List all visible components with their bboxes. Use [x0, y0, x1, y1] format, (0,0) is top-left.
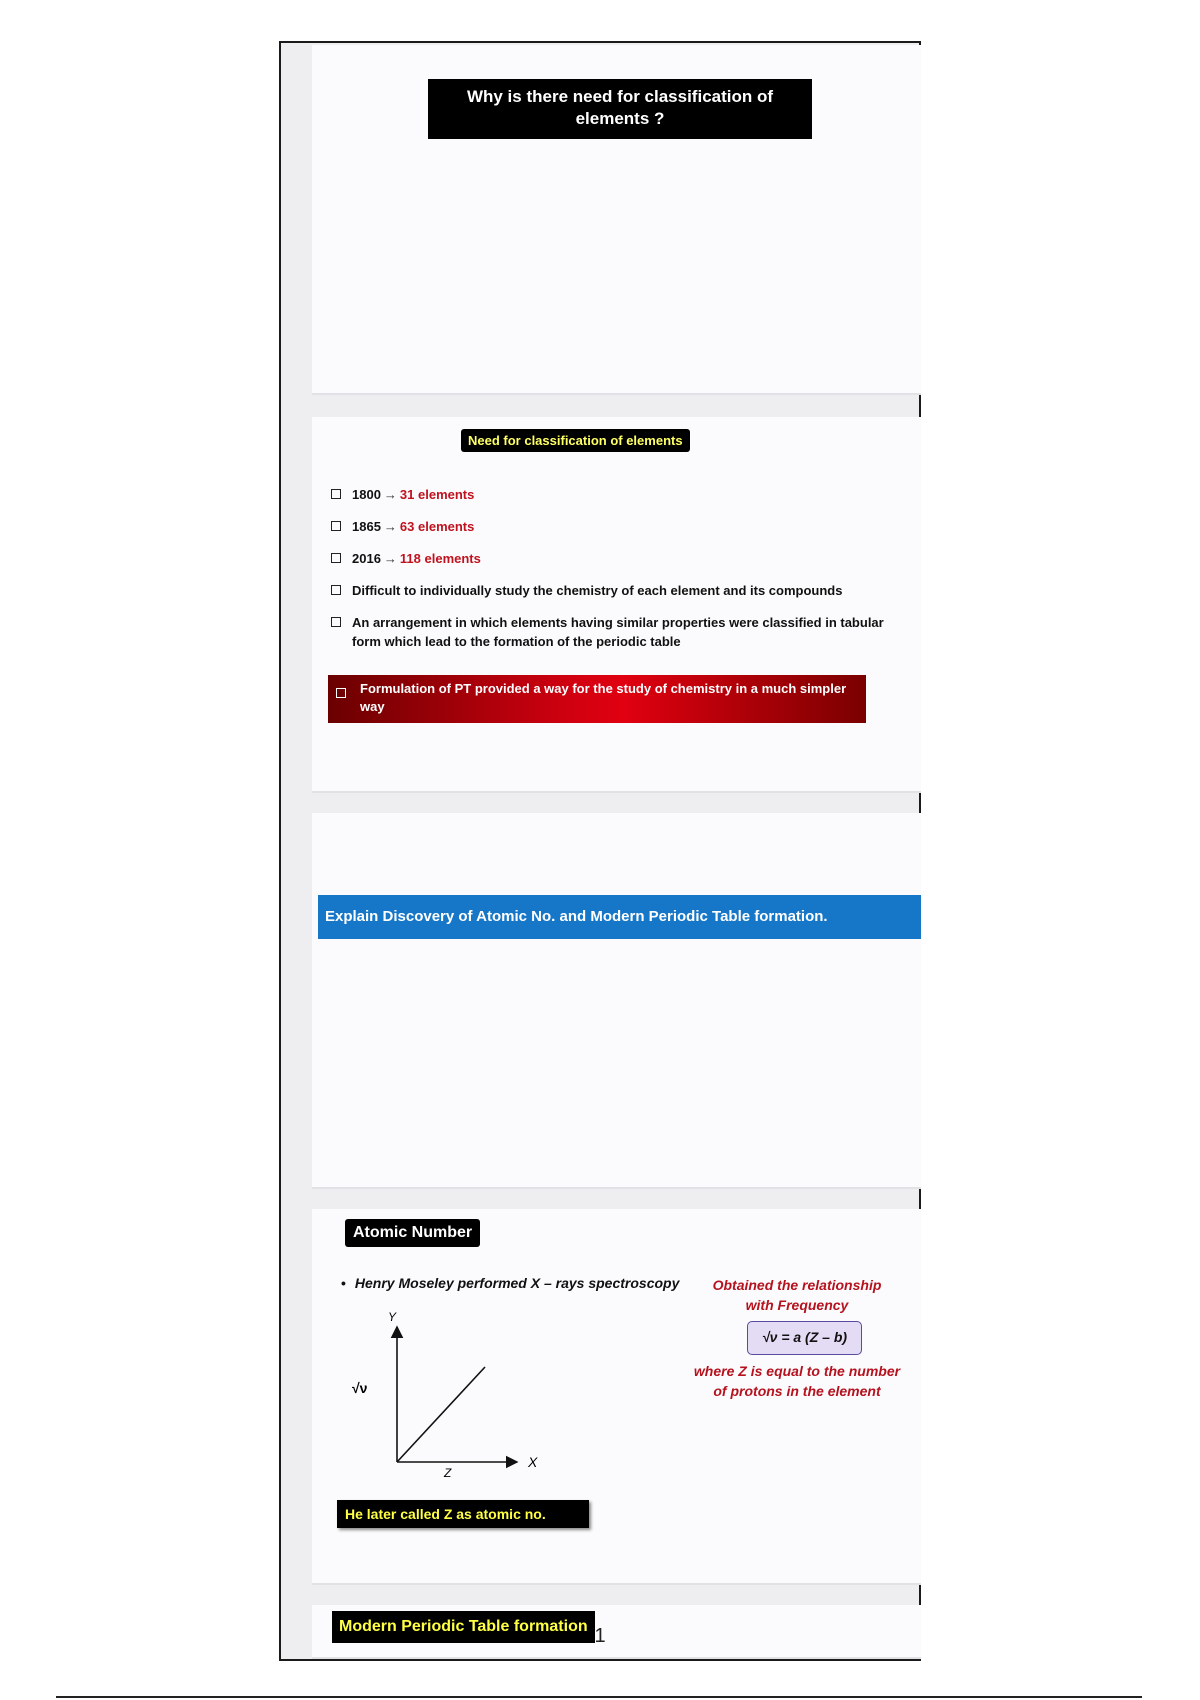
checkbox-icon — [331, 585, 341, 595]
where-text: where Z is equal to the number of protons in the element — [693, 1363, 901, 1399]
list-item — [331, 613, 891, 651]
year: 1865 — [352, 519, 381, 534]
trend-line — [397, 1367, 485, 1462]
checkbox-icon — [331, 617, 341, 627]
list-item — [331, 517, 891, 536]
checkbox-icon — [331, 489, 341, 499]
slide-discovery-question — [312, 813, 921, 1189]
element-count: 63 elements — [399, 519, 475, 534]
element-count: 31 elements — [399, 487, 475, 502]
relationship-text: Obtained the relationship with Frequency — [712, 1277, 882, 1313]
element-count: 118 elements — [399, 551, 481, 566]
checkbox-icon — [331, 521, 341, 531]
y-axis-name: Y — [388, 1310, 397, 1324]
checkbox-icon — [336, 688, 346, 698]
x-axis-name: X — [528, 1454, 538, 1470]
arrow-icon: → — [383, 551, 397, 566]
difficulty-text: Difficult to individually study the chemistry of each element and its compounds — [352, 583, 843, 598]
page-number: 1 — [594, 1625, 606, 1647]
bullet-icon: • — [341, 1275, 346, 1291]
document-page — [279, 41, 921, 1661]
slide-atomic-number — [312, 1209, 921, 1585]
slide-classification-question — [312, 45, 921, 395]
year: 2016 — [352, 551, 381, 566]
x-axis-label: Z — [444, 1466, 452, 1480]
arrow-icon: → — [383, 487, 397, 502]
atomic-number-note: He later called Z as atomic no. — [337, 1500, 589, 1528]
slide-need-for-classification — [312, 417, 921, 793]
list-item — [331, 485, 891, 504]
slide-heading: Need for classification of elements — [461, 429, 690, 452]
list-item — [331, 549, 891, 568]
equation-box: √ν = a (Z – b) — [747, 1321, 862, 1355]
moseley-text: Henry Moseley performed X – rays spectroscopy — [354, 1275, 680, 1291]
checkbox-icon — [331, 553, 341, 563]
bullet-list — [331, 485, 891, 664]
formulation-highlight — [328, 675, 866, 723]
slide-title: Why is there need for classification of elements ? — [428, 79, 812, 139]
moseley-graph — [342, 1295, 542, 1495]
arrangement-text: An arrangement in which elements having similar properties were classified in tabular form which lead to the formation of the periodic table — [352, 615, 884, 649]
slide-title: Atomic Number — [345, 1219, 480, 1247]
list-item — [331, 581, 891, 600]
footer-rule — [56, 1696, 1142, 1698]
slide-title: Modern Periodic Table formation — [332, 1611, 595, 1643]
question-banner: Explain Discovery of Atomic No. and Modern Periodic Table formation. — [318, 895, 921, 939]
year: 1800 — [352, 487, 381, 502]
formulation-text: Formulation of PT provided a way for the study of chemistry in a much simpler way — [360, 681, 847, 714]
y-axis-label: √ν — [352, 1380, 368, 1396]
arrow-icon: → — [383, 519, 397, 534]
moseley-bullet — [341, 1275, 679, 1291]
